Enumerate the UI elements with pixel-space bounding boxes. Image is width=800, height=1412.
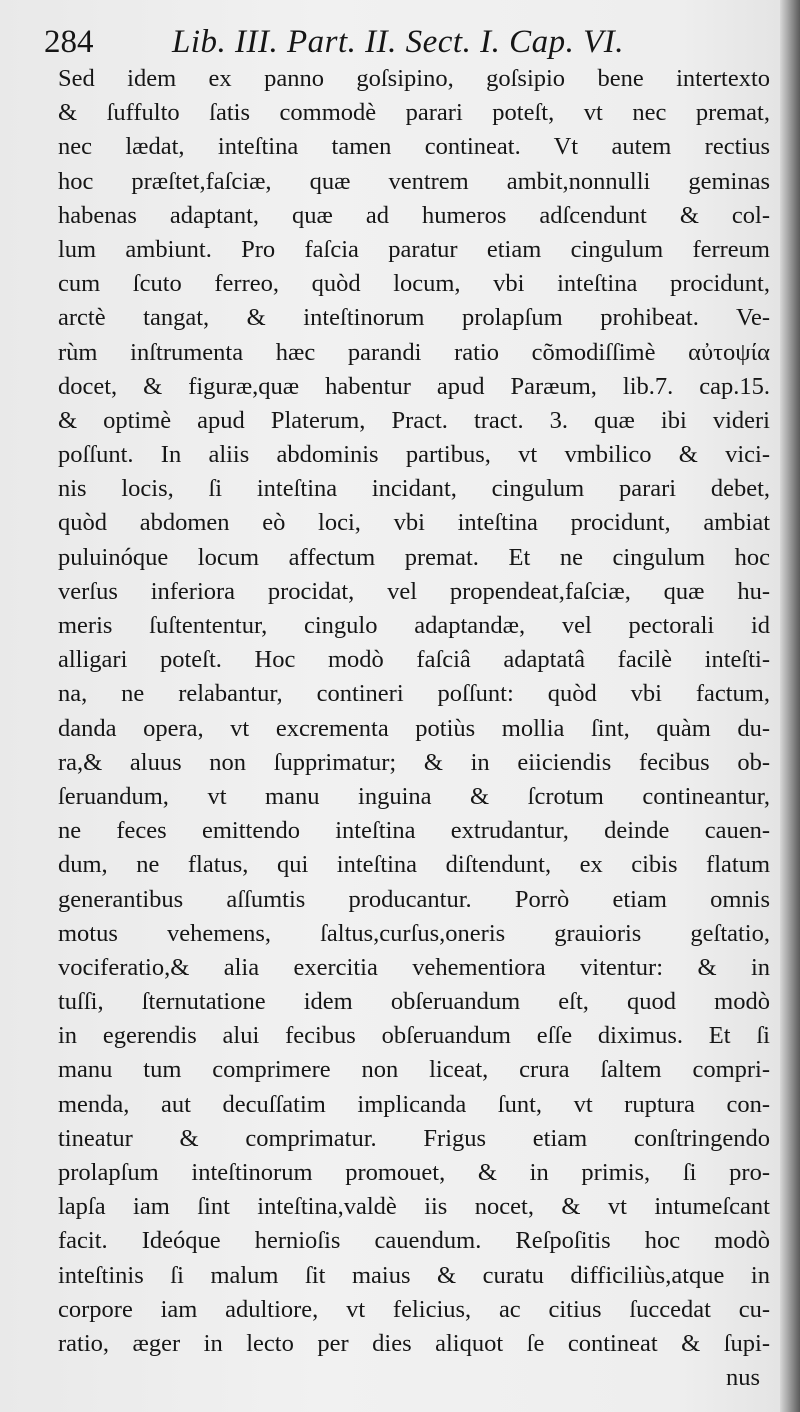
text-line: hoc præſtet,faſciæ, quæ ventrem ambit,nonnulli geminas xyxy=(58,167,770,195)
page-number: 284 xyxy=(44,24,94,60)
text-line: habenas adaptant, quæ ad humeros adſcendunt & col- xyxy=(58,201,770,229)
running-head: Lib. III. Part. II. Sect. I. Cap. VI. xyxy=(172,24,624,60)
text-line: generantibus aſſumtis producantur. Porrò etiam omnis xyxy=(58,885,770,913)
text-line: in egerendis alui fecibus obſeruandum eſſe diximus. Et ſi xyxy=(58,1022,770,1050)
page-edge-shadow xyxy=(780,0,800,1412)
text-line: ne feces emittendo inteſtina extrudantur, deinde cauen- xyxy=(58,817,770,845)
text-line: dum, ne flatus, qui inteſtina diſtendunt, ex cibis flatum xyxy=(58,851,770,879)
text-line: tineatur & comprimatur. Frigus etiam conſtringendo xyxy=(58,1124,770,1152)
text-line: rùm inſtrumenta hæc parandi ratio cõmodiſſimè αὐτοψία xyxy=(58,338,770,366)
text-line: ſeruandum, vt manu inguina & ſcrotum contineantur, xyxy=(58,782,770,810)
text-line: inteſtinis ſi malum ſit maius & curatu difficiliùs,atque in xyxy=(58,1261,770,1289)
text-line: ra,& aluus non ſupprimatur; & in eiiciendis fecibus ob- xyxy=(58,748,770,776)
page-header xyxy=(44,20,744,64)
text-line: corpore iam adultiore, vt felicius, ac citius ſuccedat cu- xyxy=(58,1295,770,1323)
text-line: docet, & figuræ,quæ habentur apud Paræum, lib.7. cap.15. xyxy=(58,372,770,400)
text-line: menda, aut decuſſatim implicanda ſunt, vt ruptura con- xyxy=(58,1090,770,1118)
text-line: tuſſi, ſternutatione idem obſeruandum eſt, quod modò xyxy=(58,988,770,1016)
text-line: cum ſcuto ferreo, quòd locum, vbi inteſtina procidunt, xyxy=(58,270,770,298)
text-line: prolapſum inteſtinorum promouet, & in primis, ſi pro- xyxy=(58,1159,770,1186)
text-line: quòd abdomen eò loci, vbi inteſtina procidunt, ambiat xyxy=(58,509,770,537)
text-line: facit. Ideóque hernioſis cauendum. Reſpoſitis hoc modò xyxy=(58,1227,770,1255)
text-line: nus xyxy=(725,1364,760,1392)
text-line: nec lædat, inteſtina tamen contineat. Vt autem rectius xyxy=(58,133,770,161)
text-line: verſus inferiora procidat, vel propendeat,faſciæ, quæ hu- xyxy=(58,577,770,605)
text-line: danda opera, vt excrementa potiùs mollia ſint, quàm du- xyxy=(58,714,770,742)
text-line: poſſunt. In aliis abdominis partibus, vt vmbilico & vici- xyxy=(58,441,770,469)
text-line: & optimè apud Platerum, Pract. tract. 3. quæ ibi videri xyxy=(58,406,770,434)
text-line: ratio, æger in lecto per dies aliquot ſe contineat & ſupi- xyxy=(58,1329,770,1357)
text-line: arctè tangat, & inteſtinorum prolapſum prohibeat. Ve- xyxy=(58,304,770,332)
text-line: na, ne relabantur, contineri poſſunt: quòd vbi factum, xyxy=(58,680,770,708)
text-line: nis locis, ſi inteſtina incidant, cingulum parari debet, xyxy=(58,475,770,503)
text-line: motus vehemens, ſaltus,curſus,oneris grauioris geſtatio, xyxy=(58,919,770,947)
body-text xyxy=(58,62,770,1395)
text-line: vociferatio,& alia exercitia vehementiora vitentur: & in xyxy=(58,953,770,981)
text-line: meris ſuſtententur, cingulo adaptandæ, vel pectorali id xyxy=(58,612,770,639)
text-line: lapſa iam ſint inteſtina,valdè iis nocet, & vt intumeſcant xyxy=(58,1193,770,1221)
text-line: Sed idem ex panno goſsipino, goſsipio bene intertexto xyxy=(58,65,770,92)
text-line: manu tum comprimere non liceat, crura ſaltem compri- xyxy=(58,1056,770,1084)
text-line: alligari poteſt. Hoc modò faſciâ adaptatâ facilè inteſti- xyxy=(58,646,770,674)
text-line: & ſuffulto ſatis commodè parari poteſt, vt nec premat, xyxy=(58,99,770,127)
text-line: lum ambiunt. Pro faſcia paratur etiam cingulum ferreum xyxy=(58,235,770,263)
text-line: puluinóque locum affectum premat. Et ne cingulum hoc xyxy=(58,543,770,571)
